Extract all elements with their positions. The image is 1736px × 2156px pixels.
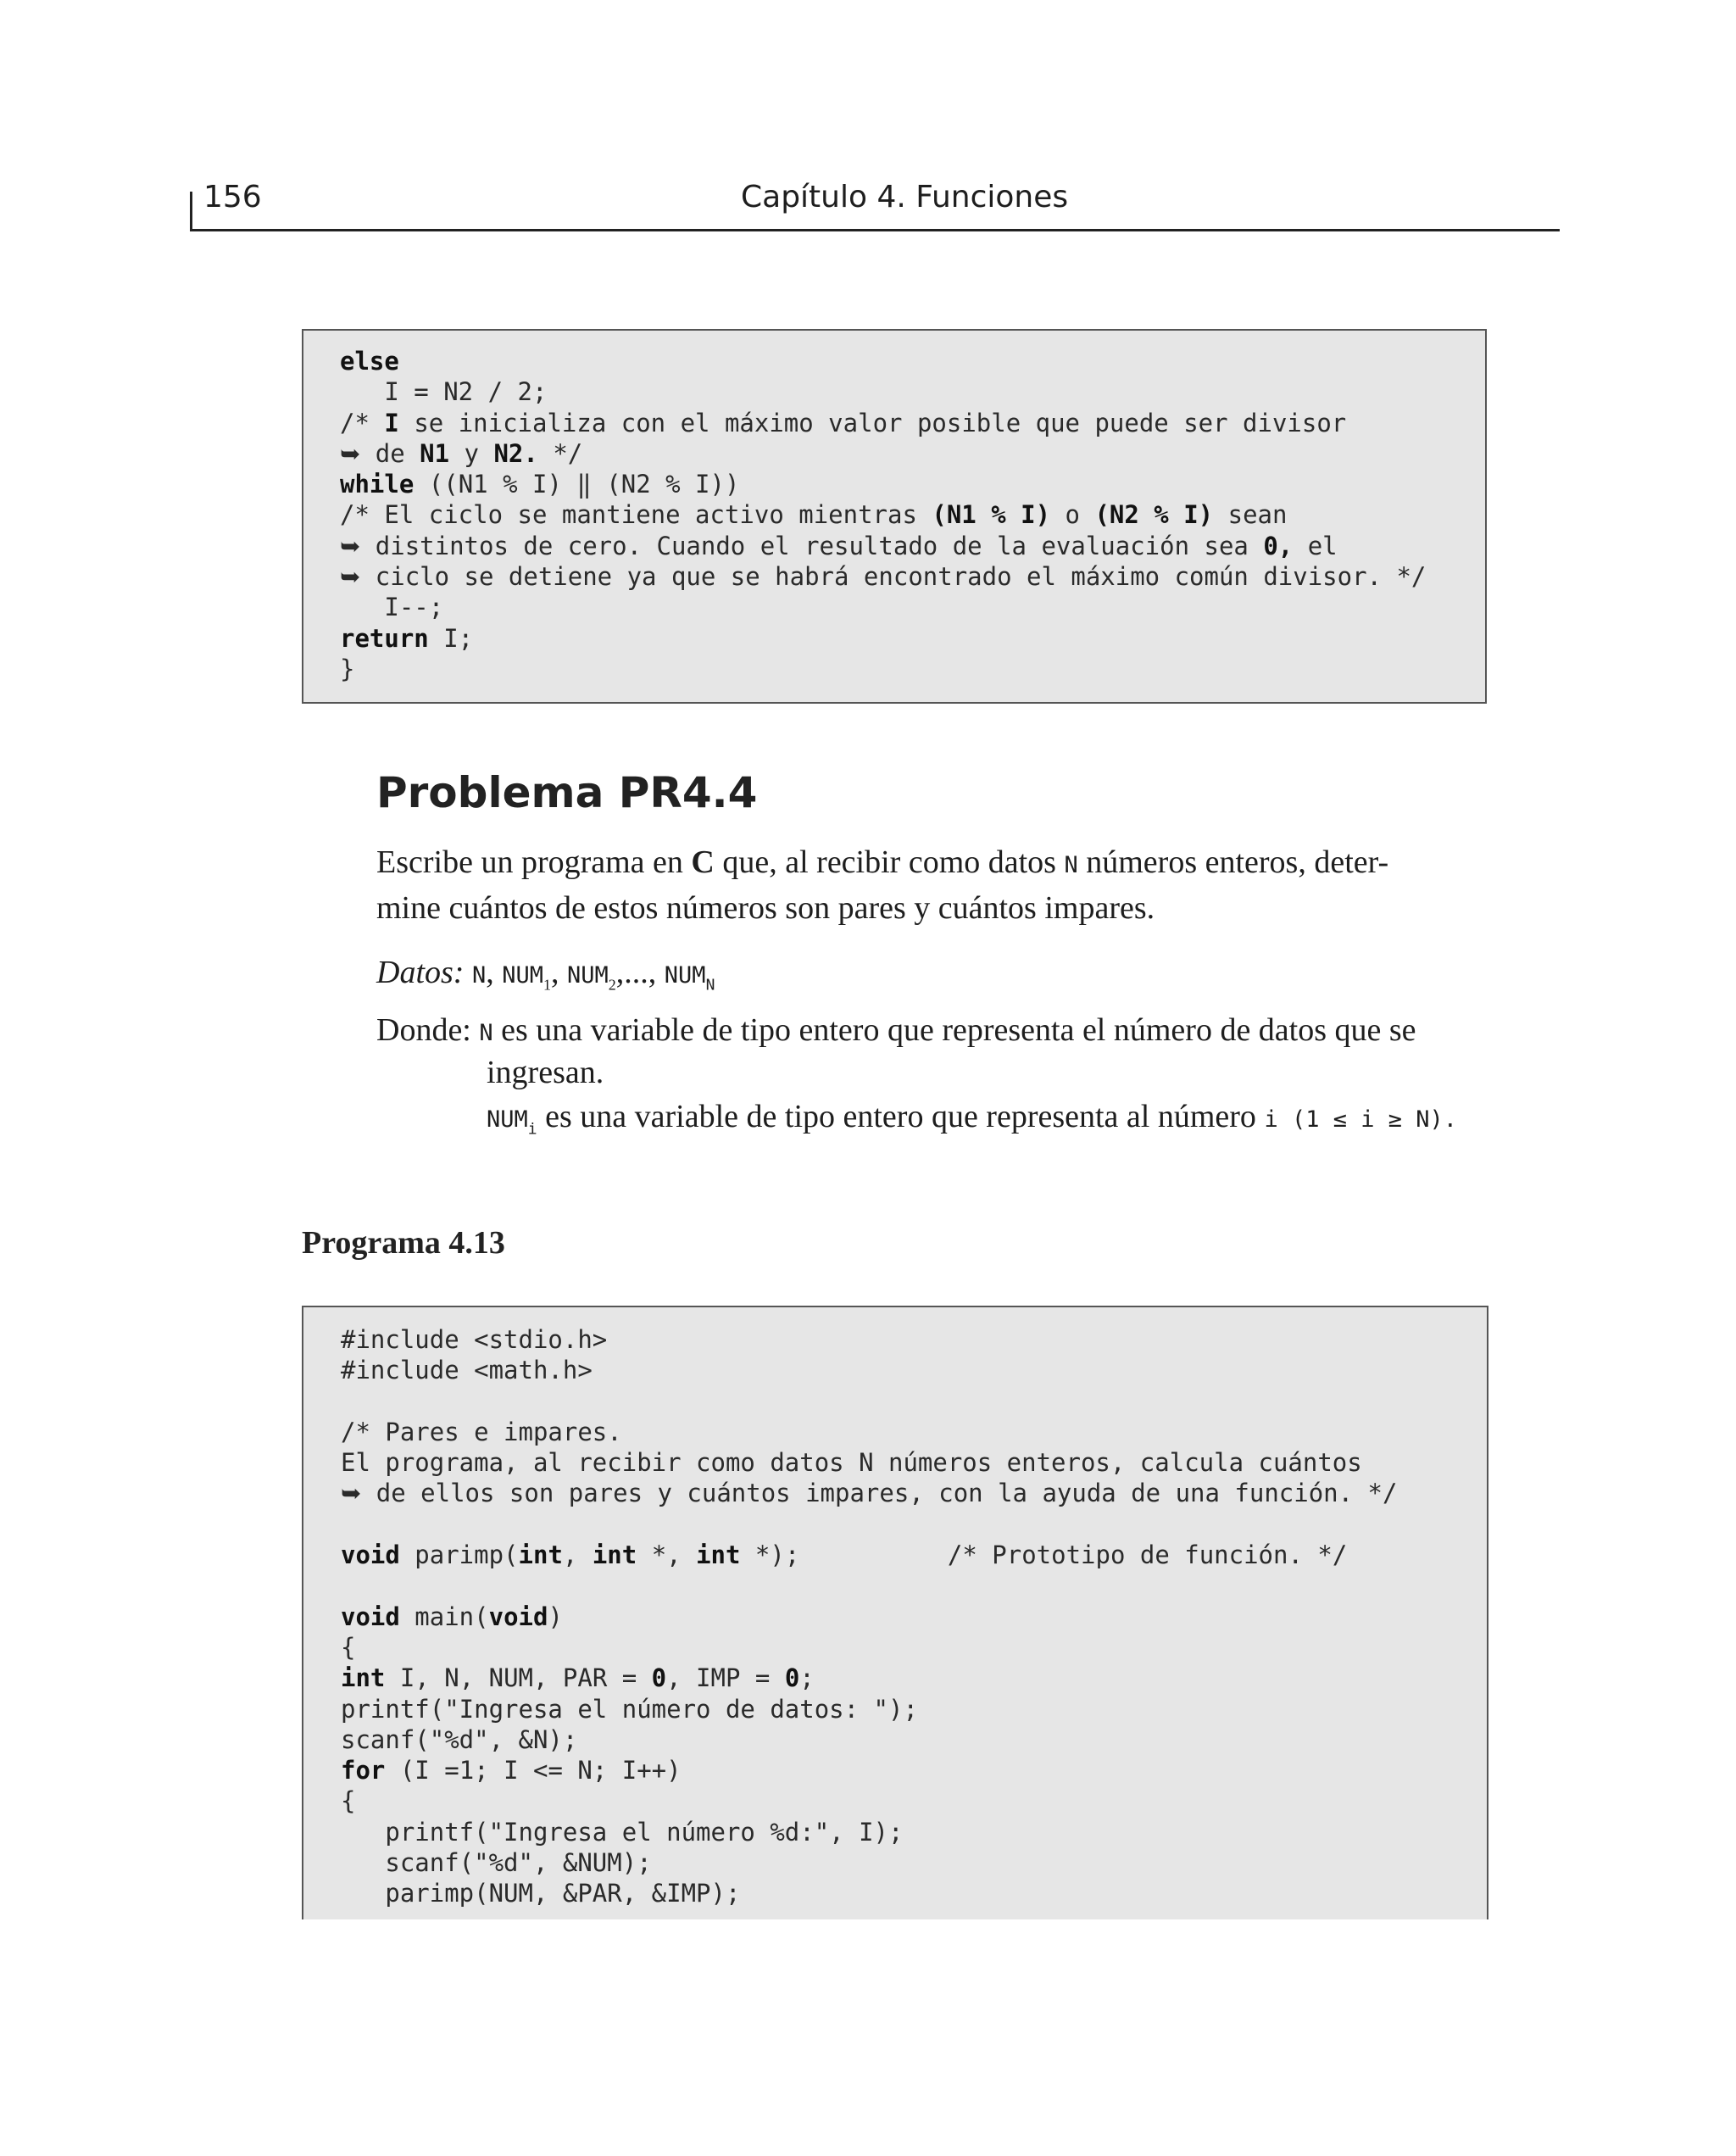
- statement-text: Escribe un programa en: [376, 844, 692, 880]
- sub-n: N: [705, 976, 715, 994]
- donde-line: [376, 1009, 1495, 1055]
- datos-n: N: [471, 962, 487, 989]
- code-line: ➥ de N1 y N2. */: [340, 438, 583, 468]
- code-block-2: [302, 1306, 1488, 1919]
- datos-num2: NUM: [567, 962, 609, 989]
- page-number: 156: [203, 180, 262, 214]
- code-line: /* El ciclo se mantiene activo mientras (N1 % I) o (N2 % I) sean: [340, 500, 1288, 530]
- datos-label: Datos:: [376, 955, 465, 990]
- problem-statement: [376, 841, 1495, 929]
- code-line: #include <stdio.h>: [341, 1325, 608, 1354]
- statement-line-2: mine cuántos de estos números son pares y cuántos impares.: [376, 890, 1155, 926]
- donde-variable: N: [479, 1020, 493, 1046]
- code-line: scanf("%d", &N);: [341, 1724, 578, 1754]
- code-line: printf("Ingresa el número de datos: ");: [341, 1694, 918, 1724]
- code-line: }: [340, 654, 355, 683]
- code-line: int I, N, NUM, PAR = 0, IMP = 0;: [341, 1663, 815, 1693]
- program-title: Programa 4.13: [302, 1225, 505, 1261]
- code-line: El programa, al recibir como datos N números enteros, calcula cuántos: [341, 1448, 1362, 1478]
- code-line: I--;: [340, 593, 444, 622]
- code-line: ➥ ciclo se detiene ya que se habrá encontrado el máximo común divisor. */: [340, 562, 1427, 592]
- code-line: printf("Ingresa el número %d:", I);: [341, 1817, 904, 1847]
- header-rule-left: [190, 192, 192, 231]
- code-line: scanf("%d", &NUM);: [341, 1848, 652, 1878]
- datos-num1: NUM: [502, 962, 543, 989]
- code-line: parimp(NUM, &PAR, &IMP);: [341, 1879, 741, 1908]
- code-line: else: [340, 347, 399, 376]
- code-line: while ((N1 % I) ‖ (N2 % I)): [340, 470, 740, 499]
- donde-text: es una variable de tipo entero que representa el número de datos que se: [492, 1012, 1416, 1048]
- donde-label: Donde:: [376, 1012, 471, 1048]
- code-line: [341, 1509, 1487, 1540]
- code-line: I = N2 / 2;: [340, 377, 548, 407]
- language-name: C: [691, 844, 715, 880]
- code-line: return I;: [340, 623, 474, 653]
- code-line: [341, 1570, 1487, 1601]
- numi-range: i (1 ≤ i ≥ N).: [1264, 1106, 1458, 1133]
- code-line: /* Pares e impares.: [341, 1417, 622, 1446]
- datos-line: Datos: N, $NUM_1$, $NUM_2$,..., $NUM_N$: [376, 955, 715, 994]
- problem-title: Problema PR4.4: [376, 768, 758, 817]
- sub-2: 2: [608, 976, 616, 994]
- code-line: #include <math.h>: [341, 1356, 593, 1385]
- statement-text-end: números enteros, deter-: [1077, 844, 1389, 880]
- code-line: for (I =1; I <= N; I++): [341, 1756, 682, 1786]
- code-line: void main(void): [341, 1602, 563, 1631]
- sub-1: 1: [543, 976, 551, 994]
- chapter-title: Capítulo 4. Funciones: [741, 180, 1069, 214]
- numi-text: es una variable de tipo entero que representa al número: [537, 1099, 1265, 1134]
- code-line: {: [341, 1632, 356, 1662]
- code-line: /* I se inicializa con el máximo valor posible que puede ser divisor: [340, 408, 1347, 437]
- code-line: ➥ de ellos son pares y cuántos impares, con la ayuda de una función. */: [341, 1479, 1398, 1508]
- page-header: [190, 176, 1560, 231]
- datos-numn: NUM: [664, 962, 706, 989]
- code-line: [341, 1386, 1487, 1417]
- code-line: ➥ distintos de cero. Cuando el resultado de la evaluación sea 0, el: [340, 531, 1338, 560]
- numi-line: [487, 1095, 1605, 1151]
- statement-variable: N: [1064, 852, 1078, 878]
- numi-variable: NUM: [487, 1106, 528, 1133]
- code-block-1: [302, 329, 1487, 704]
- donde-line-2: ingresan.: [487, 1055, 604, 1090]
- code-line: {: [341, 1786, 356, 1816]
- code-line: void parimp(int, int *, int *); /* Prototipo de función. */: [341, 1540, 1348, 1570]
- statement-text-mid: que, al recibir como datos: [714, 844, 1065, 880]
- numi-sub: i: [527, 1120, 537, 1139]
